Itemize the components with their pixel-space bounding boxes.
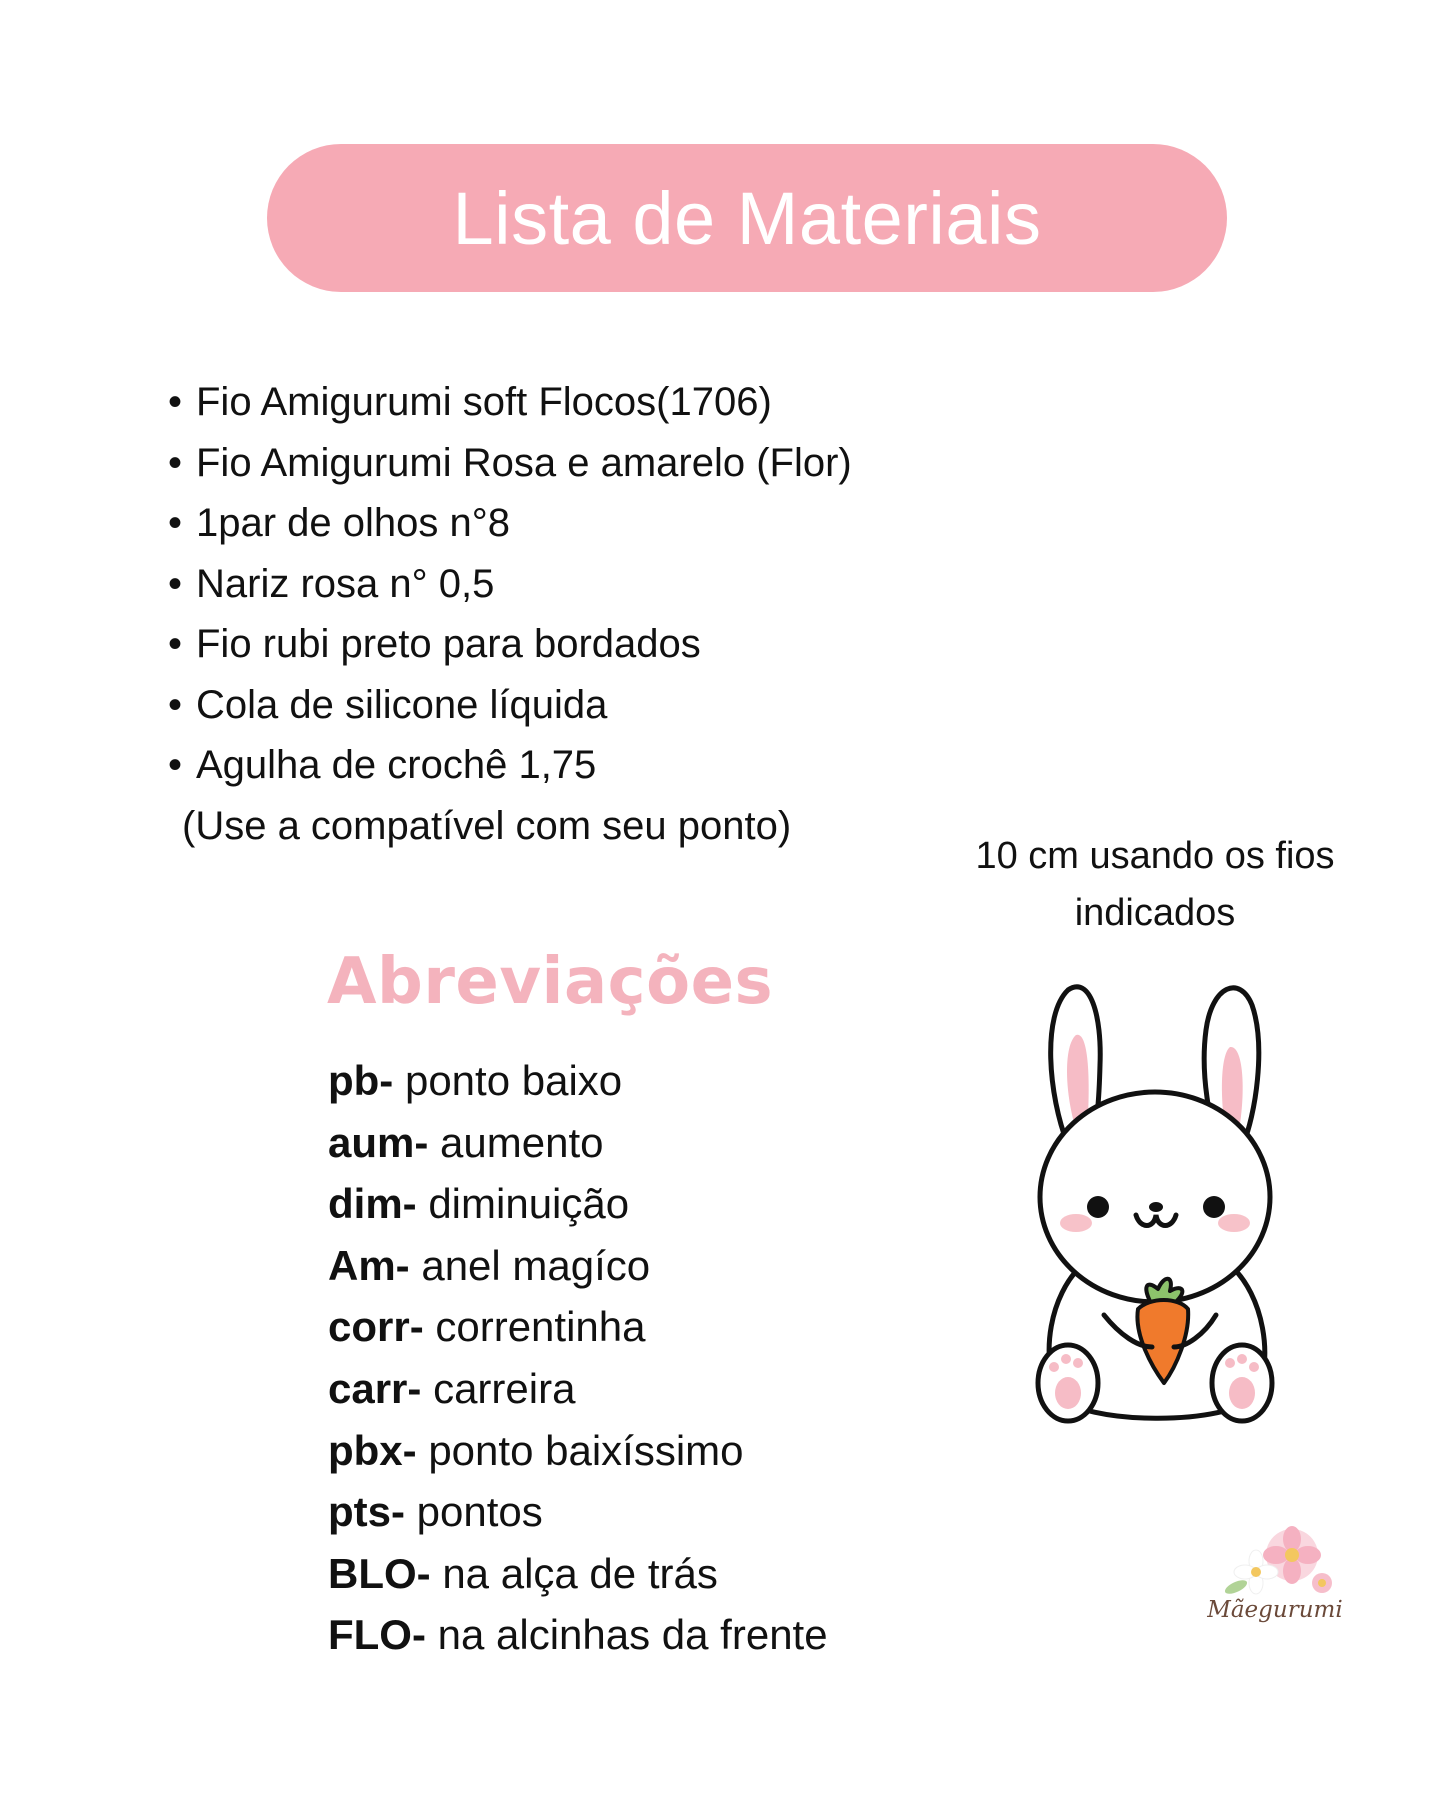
material-text: Cola de silicone líquida [196, 682, 608, 727]
list-item [168, 493, 852, 554]
abbr-meaning: pontos [405, 1488, 543, 1536]
abbr-code: carr- [328, 1364, 422, 1412]
abbr-code: pbx- [328, 1426, 417, 1474]
list-item [168, 554, 852, 615]
flower-cluster-icon [1200, 1525, 1350, 1605]
abbr-meaning: na alça de trás [430, 1549, 718, 1597]
bunny-holding-carrot-icon [1020, 975, 1290, 1435]
list-item [168, 796, 852, 857]
bullet: • [168, 380, 183, 424]
material-text: Fio rubi preto para bordados [196, 622, 701, 666]
brand-logo [1200, 1525, 1350, 1655]
material-note: (Use a compatível com seu ponto) [182, 803, 792, 848]
abbr-meaning: ponto baixo [393, 1057, 623, 1104]
list-item [328, 1481, 828, 1543]
abbr-code: pts- [328, 1488, 405, 1536]
list-item [328, 1112, 828, 1174]
bullet: • [168, 561, 183, 606]
abbr-code: BLO- [328, 1549, 431, 1597]
list-item [168, 614, 852, 675]
bullet: • [168, 440, 183, 485]
abbr-code: dim- [328, 1180, 417, 1228]
abbr-meaning: correntinha [423, 1303, 646, 1351]
material-text: Fio Amigurumi Rosa e amarelo (Flor) [196, 440, 852, 485]
list-item [168, 433, 852, 494]
abbreviations-list [328, 1050, 828, 1666]
list-item [168, 372, 852, 433]
abbr-meaning: aumento [428, 1118, 604, 1166]
abbr-code: Am- [328, 1241, 410, 1289]
bullet: • [168, 682, 183, 727]
logo-text: Mãegurumi [1207, 1597, 1343, 1623]
title-banner [267, 144, 1227, 292]
abbr-meaning: na alcinhas da frente [425, 1611, 828, 1659]
list-item [328, 1604, 828, 1666]
abbr-code: FLO- [328, 1611, 426, 1659]
abbr-meaning: ponto baixíssimo [416, 1426, 744, 1474]
abbr-code: corr- [328, 1303, 424, 1351]
list-item [328, 1420, 828, 1482]
abbr-code: pb- [328, 1057, 394, 1104]
list-item [328, 1235, 828, 1297]
list-item [328, 1543, 828, 1605]
abbr-meaning: anel magíco [409, 1241, 651, 1289]
list-item [168, 675, 852, 736]
material-text: Agulha de crochê 1,75 [196, 743, 597, 787]
page-title: Lista de Materiais [452, 176, 1042, 260]
bullet: • [168, 622, 183, 666]
abbr-meaning: diminuição [416, 1180, 630, 1228]
abbr-meaning: carreira [421, 1364, 576, 1412]
list-item [328, 1358, 828, 1420]
material-text: 1par de olhos n°8 [196, 501, 511, 545]
bullet: • [168, 743, 183, 787]
materials-list [168, 372, 852, 856]
list-item [328, 1050, 828, 1112]
list-item [168, 735, 852, 796]
list-item [328, 1173, 828, 1235]
list-item [328, 1296, 828, 1358]
abbreviations-heading: Abreviações [327, 945, 774, 1019]
material-text: Fio Amigurumi soft Flocos(1706) [196, 380, 772, 424]
bullet: • [168, 501, 183, 545]
material-text: Nariz rosa n° 0,5 [196, 561, 495, 606]
size-note: 10 cm usando os fios indicados [975, 835, 1335, 934]
abbr-code: aum- [328, 1118, 429, 1166]
